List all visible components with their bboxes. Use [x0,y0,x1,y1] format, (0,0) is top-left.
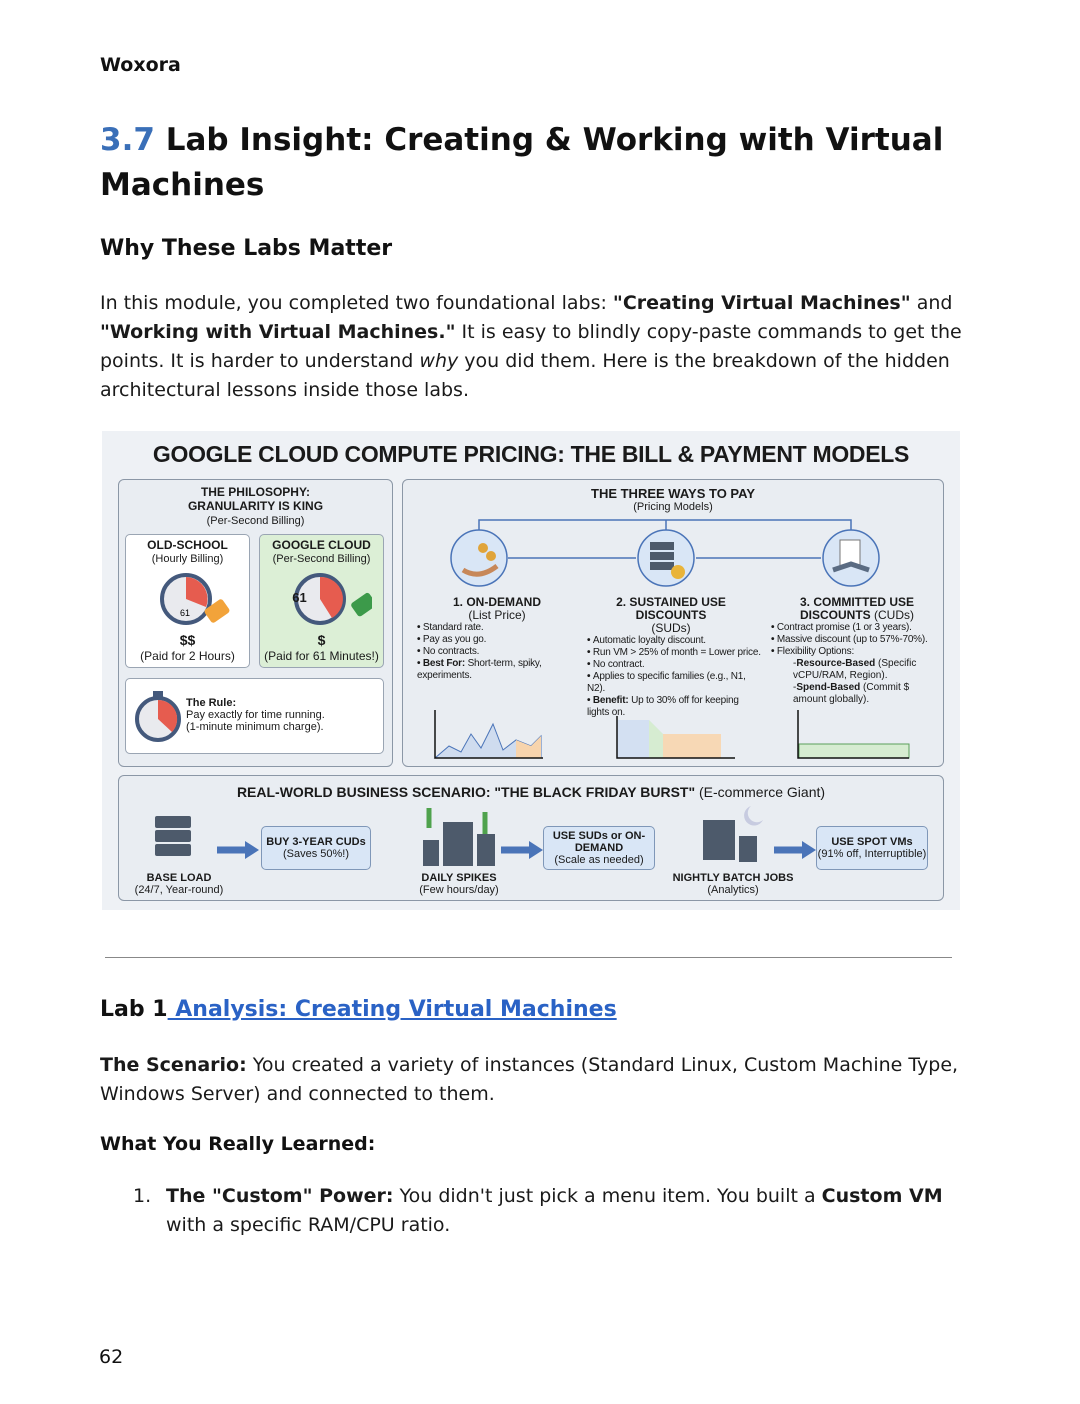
lab1-heading: Lab 1 Analysis: Creating Virtual Machines [100,997,617,1022]
stopwatch-icon [134,689,184,745]
model-title: 1. ON-DEMAND [452,595,541,609]
ways-title: THE THREE WAYS TO PAY [591,486,755,501]
gcp-clock: 61 [292,590,307,605]
gcp-note: (Paid for 61 Minutes!) [264,649,379,663]
gcp-sub: (Per-Second Billing) [272,553,371,565]
gcp-price: $ [317,632,326,648]
intro-paragraph: In this module, you completed two foundational labs: "Creating Virtual Machines" and "Working with Virtual Machines." It is easy to blindly copy-paste commands to get the points. It is harder to understand why you did them. Here is the breakdown of the hidden architectural lessons inside those labs. [100,292,962,401]
pricing-mini-charts [431,710,911,762]
model-title: 3. COMMITTED USE [799,595,914,609]
model-sub: (List Price) [468,608,526,622]
list-item: 1. The "Custom" Power: You didn't just pick a menu item. You built a Custom VM with a specific RAM/CPU ratio. [133,1185,943,1236]
stopwatch-price-tag-icon [158,571,238,631]
google-cloud-card [259,534,384,668]
rule-label: The Rule: [186,697,237,709]
pricing-infographic [102,431,960,910]
philosophy-panel [118,479,393,767]
scenario-panel [118,775,944,901]
svg-text:61: 61 [180,608,191,618]
model-sub: (SUDs) [651,621,691,635]
model-on-demand: 1. ON-DEMAND (List Price) • Standard rate. • Pay as you go. • No contracts. • Best For: Short-term, spiky, experiments. [417,596,577,682]
rule-line1: Pay exactly for time running. [186,709,325,721]
model-suds: 2. SUSTAINED USE DISCOUNTS (SUDs) • Automatic loyalty discount. • Run VM > 25% of month = Lower price. • No contract. • Applies to specific families (e.g., N1, N2). • Benefit: Up to 30% off for keeping lights on. [581,596,761,719]
ways-subtitle: (Pricing Models) [633,501,713,513]
section-number: 3.7 [100,122,155,158]
rule-card [125,678,384,754]
divider [105,957,952,958]
action-suds-on-demand: USE SUDs or ON-DEMAND (Scale as needed) [543,826,655,870]
philosophy-title: THE PHILOSOPHY: [200,485,311,499]
philosophy-title2: GRANULARITY IS KING [187,499,324,513]
action-spot-vms: USE SPOT VMs (91% off, Interruptible) [816,826,928,870]
old-school-card [125,534,250,668]
old-sub: (Hourly Billing) [151,553,224,565]
model-title: 2. SUSTAINED USE DISCOUNTS [616,595,726,622]
gcp-title: GOOGLE CLOUD [272,538,371,552]
nightly-batch-label: NIGHTLY BATCH JOBS (Analytics) [672,872,794,896]
base-load-label: BASE LOAD (24/7, Year-round) [134,872,224,896]
brand-header: Woxora [100,54,181,76]
learned-heading: What You Really Learned: [100,1133,376,1155]
section-title [100,118,960,208]
three-ways-panel [402,479,944,767]
scenario-title: REAL-WORLD BUSINESS SCENARIO: "THE BLACK FRIDAY BURST" [236,784,696,800]
why-heading: Why These Labs Matter [100,236,393,261]
philosophy-subtitle: (Per-Second Billing) [206,515,305,527]
figure-title: GOOGLE CLOUD COMPUTE PRICING: THE BILL & PAYMENT MODELS [152,441,910,467]
page-number: 62 [99,1346,124,1368]
section-title-text: Lab Insight: Creating & Working with Virtual Machines [100,122,944,203]
old-price: $$ [179,632,196,648]
action-buy-cuds: BUY 3-YEAR CUDs (Saves 50%!) [261,826,371,870]
model-cuds: 3. COMMITTED USE DISCOUNTS (CUDs) • Contract promise (1 or 3 years). • Massive discount (up to 57%-70%). • Flexibility Options: -Resource-Based (Specific vCPU/RAM, Region). -Spend-Based (Commit $ amount globally). [771,596,943,706]
old-title: OLD-SCHOOL [147,538,228,552]
scenario-title-suffix: (E-commerce Giant) [695,784,826,800]
scenario-paragraph: The Scenario: You created a variety of instances (Standard Linux, Custom Machine Type, Windows Server) and connected to them. [100,1054,959,1105]
rule-line2: (1-minute minimum charge). [186,721,324,733]
old-note: (Paid for 2 Hours) [140,649,235,663]
flow-arrows [403,480,945,590]
lab1-link[interactable]: Analysis: Creating Virtual Machines [167,997,617,1022]
daily-spikes-label: DAILY SPIKES (Few hours/day) [419,872,499,896]
